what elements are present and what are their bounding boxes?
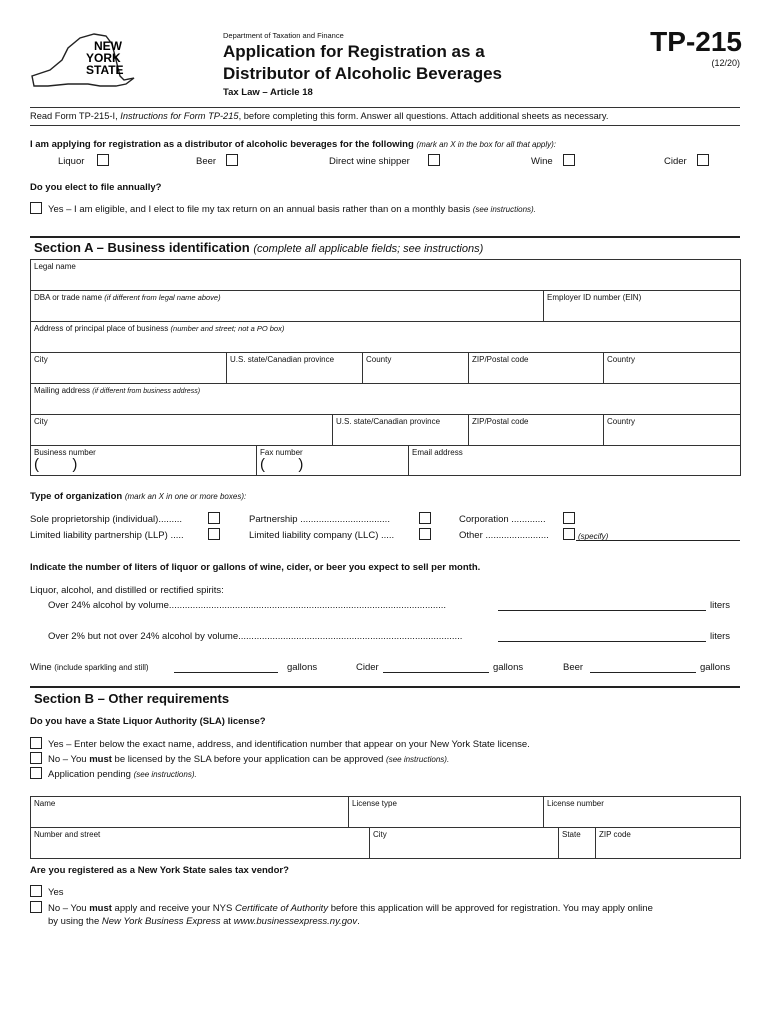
license-type-label: License type xyxy=(352,799,397,808)
form-subtitle: Tax Law – Article 18 xyxy=(223,87,313,98)
checkbox-vendor-yes[interactable] xyxy=(30,885,42,897)
license-zip-input[interactable] xyxy=(597,840,738,857)
legal-name-label: Legal name xyxy=(34,262,76,271)
beer-label: Beer xyxy=(563,662,584,673)
option-beer: Beer xyxy=(196,156,217,167)
intro-divider xyxy=(30,125,740,126)
grid-divider xyxy=(603,414,604,445)
license-number-label: License number xyxy=(547,799,604,808)
mail-country-input[interactable] xyxy=(605,427,738,444)
grid-divider xyxy=(558,827,559,859)
legal-name-input[interactable] xyxy=(32,272,738,289)
checkbox-corporation[interactable] xyxy=(563,512,575,524)
grid-divider xyxy=(256,445,257,476)
org-sole-prop: Sole proprietorship (individual)......... xyxy=(30,514,183,525)
grid-divider xyxy=(362,352,363,383)
section-b-rule xyxy=(30,686,740,688)
license-street-label: Number and street xyxy=(34,830,101,839)
license-state-input[interactable] xyxy=(560,840,593,857)
grid-line xyxy=(30,827,741,828)
license-city-label: City xyxy=(373,830,387,839)
dba-label: DBA or trade name (if different from legal name above) xyxy=(34,293,221,302)
org-corporation: Corporation ............. xyxy=(459,514,546,525)
wine-gallons-unit: gallons xyxy=(287,662,318,673)
liquor-label: Liquor, alcohol, and distilled or rectified spirits: xyxy=(30,585,224,596)
checkbox-beer[interactable] xyxy=(226,154,238,166)
address-input[interactable] xyxy=(32,334,738,351)
fax-number-label: Fax number xyxy=(260,448,303,457)
license-number-input[interactable] xyxy=(545,809,738,826)
checkbox-vendor-no[interactable] xyxy=(30,901,42,913)
zip-input[interactable] xyxy=(470,365,601,382)
mailing-label: Mailing address (if different from business address) xyxy=(34,386,201,395)
dba-input[interactable] xyxy=(32,303,540,320)
over2-liters-input[interactable] xyxy=(498,641,706,642)
checkbox-llp[interactable] xyxy=(208,528,220,540)
business-number-label: Business number xyxy=(34,448,96,457)
checkbox-llc[interactable] xyxy=(419,528,431,540)
city-input[interactable] xyxy=(32,365,224,382)
beer-gallons-input[interactable] xyxy=(590,672,696,673)
vendor-yes-text: Yes xyxy=(48,887,64,898)
vendor-no-text: No – You must apply and receive your NYS Certificate of Authority before this application will be approved for registration. You may apply online by using the New York Business Express at www.businessexpress.ny.gov. xyxy=(48,903,653,927)
state-label: U.S. state/Canadian province xyxy=(230,355,335,364)
zip-label: ZIP/Postal code xyxy=(472,355,529,364)
grid-divider xyxy=(348,796,349,827)
checkbox-sole-prop[interactable] xyxy=(208,512,220,524)
sla-question: Do you have a State Liquor Authority (SLA) license? xyxy=(30,716,266,727)
header-divider xyxy=(30,107,740,108)
form-title-line2: Distributor of Alcoholic Beverages xyxy=(223,64,502,83)
annual-option: Yes – I am eligible, and I elect to file my tax return on an annual basis rather than on a monthly basis (see instructions). xyxy=(48,204,536,215)
org-partnership: Partnership .................................. xyxy=(249,514,390,525)
state-input[interactable] xyxy=(228,365,360,382)
mail-state-label: U.S. state/Canadian province xyxy=(336,417,441,426)
new-york-state-logo xyxy=(28,30,138,92)
logo-text-york: YORK xyxy=(86,51,121,65)
grid-divider xyxy=(468,414,469,445)
volume-heading: Indicate the number of liters of liquor or gallons of wine, cider, or beer you expect to sell per month. xyxy=(30,562,481,573)
applying-question: I am applying for registration as a distributor of alcoholic beverages for the following (mark an X in the box for all that apply): xyxy=(30,139,557,150)
grid-divider xyxy=(468,352,469,383)
ein-input[interactable] xyxy=(546,303,738,320)
cider-gallons-input[interactable] xyxy=(383,672,489,673)
cider-label: Cider xyxy=(356,662,379,673)
license-name-input[interactable] xyxy=(32,809,346,826)
option-cider: Cider xyxy=(664,156,687,167)
checkbox-annual-yes[interactable] xyxy=(30,202,42,214)
mail-country-label: Country xyxy=(607,417,636,426)
country-label: Country xyxy=(607,355,636,364)
mail-city-label: City xyxy=(34,417,48,426)
country-input[interactable] xyxy=(605,365,738,382)
org-other: Other ........................ xyxy=(459,530,549,541)
option-direct-wine: Direct wine shipper xyxy=(329,156,410,167)
section-a-rule xyxy=(30,236,740,238)
mail-state-input[interactable] xyxy=(334,427,466,444)
grid-line xyxy=(30,383,741,384)
section-b-heading: Section B – Other requirements xyxy=(34,691,230,706)
form-revision: (12/20) xyxy=(711,58,740,68)
wine-gallons-input[interactable] xyxy=(174,672,278,673)
license-name-label: Name xyxy=(34,799,56,808)
county-label: County xyxy=(366,355,392,364)
mail-city-input[interactable] xyxy=(32,427,330,444)
form-title-line1: Application for Registration as a xyxy=(223,42,485,61)
grid-line xyxy=(30,352,741,353)
grid-divider xyxy=(332,414,333,445)
grid-divider xyxy=(603,352,604,383)
business-number-input[interactable] xyxy=(32,458,252,475)
grid-divider xyxy=(369,827,370,859)
checkbox-liquor[interactable] xyxy=(97,154,109,166)
email-input[interactable] xyxy=(410,458,738,475)
checkbox-sla-yes[interactable] xyxy=(30,737,42,749)
sla-yes-text: Yes – Enter below the exact name, address, and identification number that appear on your New York State license. xyxy=(48,739,530,750)
license-street-input[interactable] xyxy=(32,840,367,857)
business-number-area-code: ( ) xyxy=(34,456,78,473)
license-state-label: State xyxy=(562,830,581,839)
org-llp: Limited liability partnership (LLP) ..... xyxy=(30,530,184,541)
mailing-input[interactable] xyxy=(32,396,738,413)
logo-text-state: STATE xyxy=(86,63,124,77)
over24-liters-unit: liters xyxy=(710,600,731,611)
fax-number-area-code: ( ) xyxy=(260,456,304,473)
checkbox-cider[interactable] xyxy=(697,154,709,166)
city-label: City xyxy=(34,355,48,364)
grid-divider xyxy=(226,352,227,383)
beer-gallons-unit: gallons xyxy=(700,662,731,673)
sla-pending-text: Application pending (see instructions). xyxy=(48,769,197,780)
grid-divider xyxy=(408,445,409,476)
department-name: Department of Taxation and Finance xyxy=(223,31,344,40)
license-zip-label: ZIP code xyxy=(599,830,631,839)
checkbox-direct-wine[interactable] xyxy=(428,154,440,166)
checkbox-partnership[interactable] xyxy=(419,512,431,524)
mail-zip-input[interactable] xyxy=(470,427,601,444)
ein-label: Employer ID number (EIN) xyxy=(547,293,642,302)
license-type-input[interactable] xyxy=(350,809,541,826)
wine-label: Wine (include sparkling and still) xyxy=(30,662,149,673)
over2-label: Over 2% but not over 24% alcohol by volume..................................................................................... xyxy=(48,631,463,642)
address-label: Address of principal place of business (number and street; not a PO box) xyxy=(34,324,285,333)
section-a-heading: Section A – Business identification (complete all applicable fields; see instructions) xyxy=(34,240,484,255)
grid-divider xyxy=(543,290,544,321)
org-type-label: Type of organization (mark an X in one or more boxes): xyxy=(30,491,247,502)
checkbox-sla-pending[interactable] xyxy=(30,767,42,779)
over2-liters-unit: liters xyxy=(710,631,731,642)
grid-divider xyxy=(595,827,596,859)
form-number: TP-215 xyxy=(650,26,742,57)
county-input[interactable] xyxy=(364,365,466,382)
checkbox-sla-no[interactable] xyxy=(30,752,42,764)
over24-liters-input[interactable] xyxy=(498,610,706,611)
sla-no-text: No – You must be licensed by the SLA before your application can be approved (see instructions). xyxy=(48,754,450,765)
cider-gallons-unit: gallons xyxy=(493,662,524,673)
email-label: Email address xyxy=(412,448,463,457)
grid-line xyxy=(30,321,741,322)
vendor-question: Are you registered as a New York State sales tax vendor? xyxy=(30,865,289,876)
option-liquor: Liquor xyxy=(58,156,85,167)
grid-divider xyxy=(543,796,544,827)
checkbox-wine[interactable] xyxy=(563,154,575,166)
grid-line xyxy=(30,290,741,291)
license-city-input[interactable] xyxy=(371,840,556,857)
other-specify-input[interactable] xyxy=(576,540,740,541)
fax-number-input[interactable] xyxy=(258,458,404,475)
grid-line xyxy=(30,445,741,446)
mail-zip-label: ZIP/Postal code xyxy=(472,417,529,426)
org-llc: Limited liability company (LLC) ..... xyxy=(249,530,395,541)
intro-text: Read Form TP-215-I, Instructions for Form TP-215, before completing this form. Answer all questions. Attach additional sheets as necessary. xyxy=(30,111,609,121)
over24-label: Over 24% alcohol by volume......................................................................................................... xyxy=(48,600,447,611)
annual-question: Do you elect to file annually? xyxy=(30,182,162,193)
option-wine: Wine xyxy=(531,156,553,167)
logo-text-new: NEW xyxy=(94,39,122,53)
checkbox-other[interactable] xyxy=(563,528,575,540)
grid-line xyxy=(30,414,741,415)
org-other-specify: (specify) xyxy=(578,532,609,541)
